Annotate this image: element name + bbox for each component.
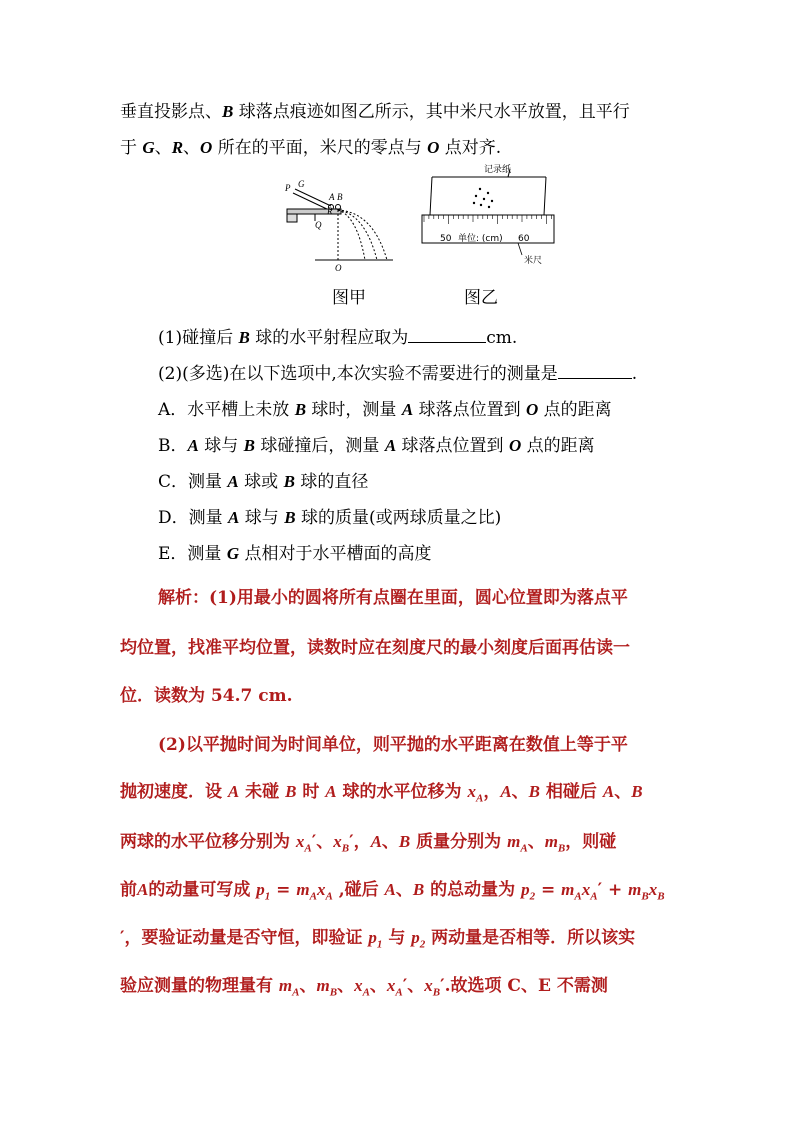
ruler-ticks — [424, 215, 551, 224]
analysis-line-5: 抛初速度．设 A 未碰 B 时 A 球的水平位移为 $x_A$，A、B 相碰后 A、B — [120, 782, 643, 805]
ruler-label: 米尺 — [524, 256, 543, 266]
dot — [475, 195, 477, 197]
trajectory-2 — [338, 210, 377, 260]
option-a: A．水平槽上未放 B 球时，测量 A 球落点位置到 O 点的距离 — [158, 400, 612, 420]
trajectory-3 — [338, 210, 387, 260]
analysis-line-6: 两球的水平位移分别为 $x_A'$、$x_B'$，A、B 质量分别为 $m_A$、$m_B$，则碰 — [120, 832, 617, 855]
ramp-line — [293, 193, 329, 210]
question-2: (2)(多选)在以下选项中,本次实验不需要进行的测量是 . — [158, 364, 638, 384]
paper-right — [544, 177, 546, 215]
option-d: D．测量 A 球与 B 球的质量(或两球质量之比) — [158, 508, 502, 528]
dot — [487, 192, 489, 194]
label-b: B — [337, 192, 343, 202]
ramp-line-top — [295, 189, 331, 206]
analysis-line-2: 均位置，找准平均位置，读数时应在刻度尺的最小刻度后面再估读一 — [120, 638, 630, 658]
analysis-line-8: ′，要验证动量是否守恒，即验证 $p_1$ 与 $p_2$ 两动量是否相等．所以该实 — [120, 928, 636, 951]
dot — [491, 200, 493, 202]
label-a: A — [329, 192, 335, 202]
ruler-label-pointer — [518, 243, 522, 255]
label-r: R — [327, 206, 333, 216]
paper-left — [430, 177, 432, 215]
label-g: G — [298, 180, 305, 189]
dot — [479, 188, 481, 190]
unit-label: 单位: (cm) — [458, 234, 503, 244]
answer-blank-2[interactable] — [558, 377, 632, 379]
analysis-line-7: 前A的动量可写成 $p_1 = m_Ax_A$ ,碰后 A、B 的总动量为 $p_2 = m_Ax_A' + m_Bx_B$ — [120, 880, 665, 903]
caption-yi: 图乙 — [464, 288, 498, 308]
option-c: C．测量 A 球或 B 球的直径 — [158, 472, 369, 492]
analysis-line-3: 位．读数为 54.7 cm. — [120, 686, 293, 706]
label-p: P — [285, 183, 291, 193]
dot — [473, 202, 475, 204]
tick-60: 60 — [518, 234, 530, 244]
horizontal-track — [287, 209, 341, 214]
dot — [480, 204, 482, 206]
figure-yi — [418, 163, 558, 273]
paper-label: 记录纸 — [484, 165, 512, 175]
caption-jia: 图甲 — [332, 288, 366, 308]
analysis-line-4: (2)以平抛时间为时间单位，则平抛的水平距离在数值上等于平 — [158, 735, 628, 755]
dot — [483, 198, 485, 200]
figure-jia — [275, 180, 395, 275]
label-o: O — [335, 263, 342, 273]
question-1: (1)碰撞后 B 球的水平射程应取为 cm. — [158, 328, 518, 348]
dot — [488, 206, 490, 208]
intro-line-1: 垂直投影点、B 球落点痕迹如图乙所示，其中米尺水平放置，且平行 — [120, 102, 630, 122]
option-e: E．测量 G 点相对于水平槽面的高度 — [158, 544, 432, 564]
landing-dots — [473, 188, 493, 208]
clamp — [287, 214, 297, 222]
intro-line-2: 于 G、R、O 所在的平面，米尺的零点与 O 点对齐. — [120, 138, 502, 158]
tick-50: 50 — [440, 234, 452, 244]
answer-blank-1[interactable] — [408, 341, 486, 343]
label-q: Q — [315, 220, 322, 230]
option-b: B．A 球与 B 球碰撞后，测量 A 球落点位置到 O 点的距离 — [158, 436, 595, 456]
analysis-line-1: 解析：(1)用最小的圆将所有点圈在里面，圆心位置即为落点平 — [158, 588, 628, 608]
analysis-line-9: 验应测量的物理量有 $m_A$、$m_B$、$x_A$、$x_A'$、$x_B'$.故选项 C、E 不需测 — [120, 976, 608, 999]
analysis-label: 解析 — [158, 588, 192, 608]
